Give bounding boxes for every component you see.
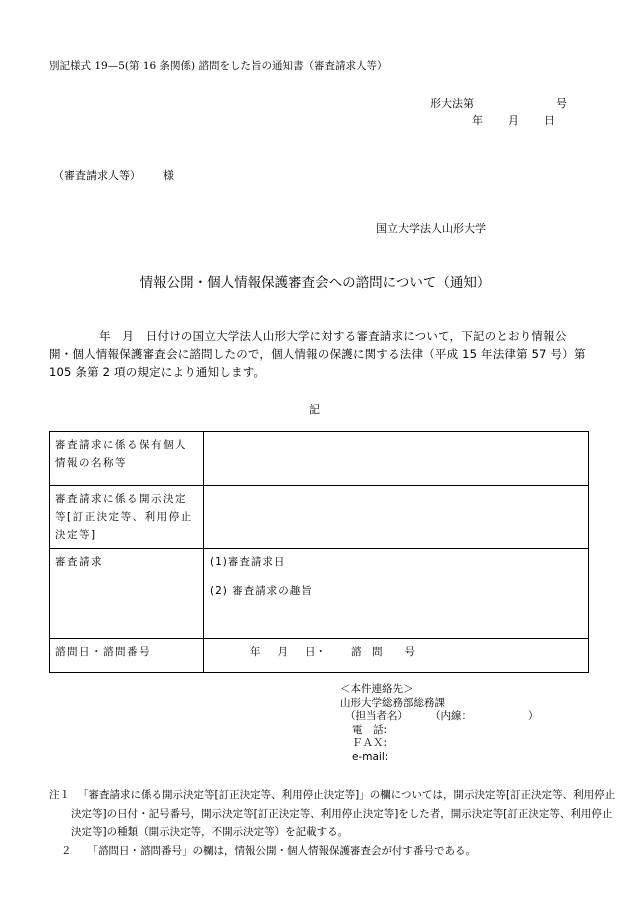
contact-extension-close: ）: [528, 710, 539, 722]
row-value-disclosure-decision: [204, 486, 589, 549]
issuer: 国立大学法人山形大学: [376, 222, 486, 235]
document-title: 情報公開・個人情報保護審査会への諮問について（通知）: [139, 275, 491, 291]
contact-email-label: e-mail:: [352, 750, 389, 763]
row-label-info-name: 審査請求に係る保有個人情報の名称等: [50, 432, 204, 486]
date-month: 月: [508, 114, 519, 127]
contact-heading: ＜本件連絡先＞: [340, 683, 414, 695]
note-2-marker: ２: [61, 844, 72, 857]
addressee-name: （審査請求人等）: [53, 169, 141, 182]
note-1: [49, 786, 619, 842]
row-label-disclosure-decision: 審査請求に係る開示決定等[訂正決定等、利用停止決定等]: [50, 486, 204, 549]
addressee: [53, 167, 174, 183]
notes: [49, 786, 619, 860]
inquiry-day: 日・: [305, 646, 326, 658]
body-lead: 年 月 日付けの国立大学法人山形大学に対する審査請求について，下記のとおり情報公開・個人情報保護審査会に諮問したので，個人情報の保護に関する法律（平成 15 年法律第 57 号）第 105 条第 2 項の規定により通知します。: [49, 329, 586, 379]
doc-number-prefix: 形大法第: [430, 97, 474, 110]
table-row: [50, 486, 589, 549]
row-label-request: 審査請求: [50, 549, 204, 639]
inquiry-year: 年: [250, 646, 261, 658]
inquiry-month: 月: [277, 646, 288, 658]
details-table: [49, 431, 589, 673]
contact-fax-label: ＦＡＸ:: [352, 737, 388, 749]
row-value-inquiry: [204, 639, 589, 673]
form-number: 別記様式 19—5(第 16 条関係): [49, 60, 196, 72]
contact-tel: [340, 724, 539, 738]
issue-date: [472, 112, 555, 128]
inquiry-shimon: 諮 問: [351, 646, 383, 658]
row-value-info-name: [204, 432, 589, 486]
contact-dept: 山形大学総務部総務課: [340, 696, 445, 709]
contact-extension: （内線：: [430, 710, 472, 722]
document-number: [430, 95, 567, 111]
contact-person-line: [340, 710, 539, 724]
date-day: 日: [544, 114, 555, 127]
note-2: [49, 842, 619, 861]
note-2-text: 「諮問日・諮問番号」の欄は，情報公開・個人情報保護審査会が付す番号である。: [87, 844, 476, 857]
form-label: [49, 58, 387, 73]
form-title: 諮問をした旨の通知書（審査請求人等）: [198, 60, 388, 72]
contact-fax: [340, 737, 539, 751]
inquiry-go: 号: [404, 646, 415, 658]
table-row: [50, 432, 589, 486]
note-1-marker: 注１: [49, 789, 70, 801]
note-1-text: 「審査請求に係る開示決定等[訂正決定等、利用停止決定等]」の欄については，開示決定等[訂正決定等、利用停止決定等]の日付・記号番号，開示決定等[訂正決定等、利用停止決定等]をした者，開示決定等[訂正決定等、利用停止決定等]の種類（開示決定等，不開示決定等）を記載する。: [71, 789, 616, 838]
table-row: [50, 639, 589, 673]
request-purpose-label: (2) 審査請求の趣旨: [210, 585, 313, 597]
date-year: 年: [472, 114, 483, 127]
ki-heading: 記: [309, 403, 320, 416]
row-value-request: [204, 549, 589, 639]
contact-person: （担当者名）: [345, 710, 408, 722]
inquiry-line: [210, 643, 582, 661]
request-date-label: (1)審査請求日: [210, 556, 286, 568]
contact-tel-label: 電 話:: [352, 723, 388, 736]
row-label-inquiry: 諮問日・諮問番号: [50, 639, 204, 673]
addressee-honorific: 様: [163, 169, 174, 182]
table-row: [50, 549, 589, 639]
contact-email: [340, 751, 539, 765]
body-paragraph: [49, 327, 589, 381]
doc-number-suffix: 号: [556, 97, 567, 110]
contact-block: [340, 683, 539, 764]
